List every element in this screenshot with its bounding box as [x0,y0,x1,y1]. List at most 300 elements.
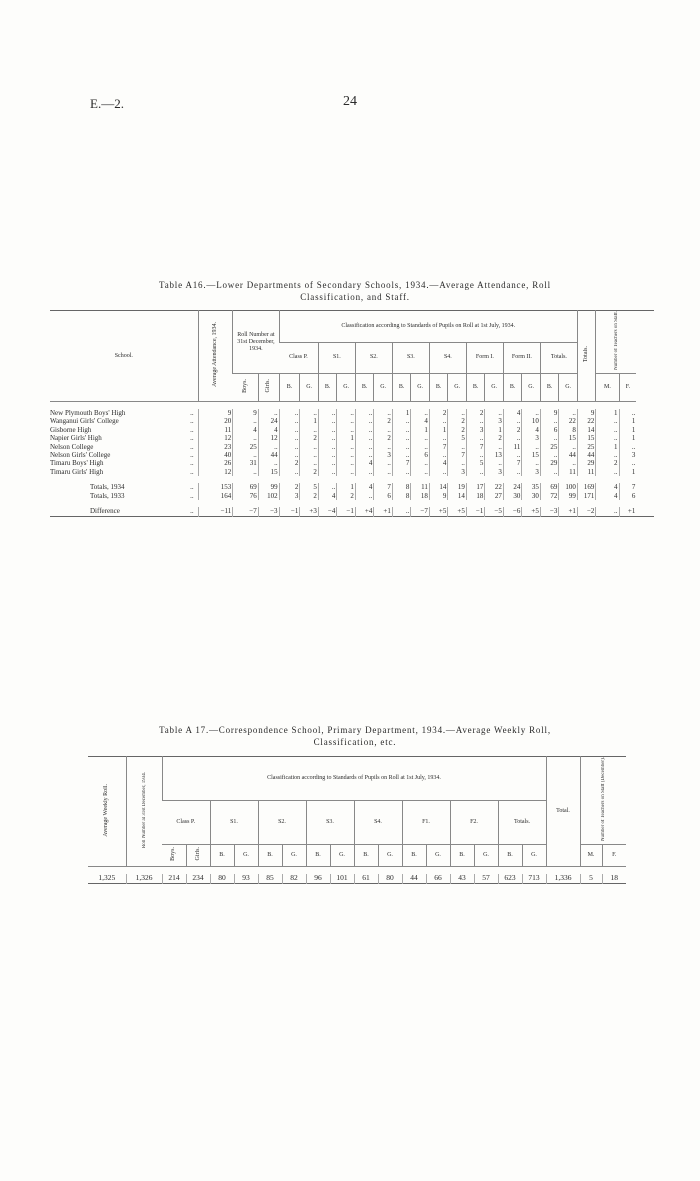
table-cell: 102 [258,492,279,500]
school-name: Napier Girls' High .. [50,434,194,443]
table-cell: 69 [540,483,559,491]
table-cell: 214 [162,874,186,883]
header-b: B. [318,374,337,402]
table16-title-line1: Table A16.—Lower Departments of Secondary Schools, 1934.—Average Attendance, Roll [159,280,551,290]
table-cell: 4 [596,492,619,500]
table-cell: 2 [279,483,300,491]
table-cell: .. [355,468,374,476]
leader-dots: .. [190,409,194,418]
table-cell: .. [337,409,356,417]
table-cell: 15 [522,451,541,459]
table-cell: 11 [577,468,596,476]
table-cell: 9 [233,409,258,417]
table-cell: .. [318,443,337,451]
table-cell: 1 [337,483,356,491]
table-cell: 2 [300,434,319,442]
table-cell: 2 [279,459,300,467]
table-cell: +5 [429,507,448,516]
table-cell: 23 [198,443,233,451]
header-class-p: Class P. [162,801,210,845]
table-cell: .. [392,434,411,442]
table-cell: .. [466,417,485,425]
table-cell: 44 [258,451,279,459]
header-s4: S4. [429,342,466,374]
table-cell: 1,326 [126,874,162,883]
header-teachers: Number of Teachers on Staff (December). [580,757,626,845]
school-name: Totals, 1933 .. [90,491,194,500]
section-code: E.—2. [90,96,124,111]
header-g: G. [426,845,450,867]
table-cell: .. [337,459,356,467]
table-cell: 1 [619,417,636,425]
table-cell: .. [411,434,430,442]
header-roll-number: Roll Number at 31st December, 1934. [126,757,162,867]
table17 [88,756,626,891]
table-cell: .. [374,443,393,451]
table16 [50,310,654,524]
table-cell: 7 [429,443,448,451]
leader-dots: .. [190,507,194,516]
table-cell: 44 [402,874,426,883]
header-teachers: Number of Teachers on Staff. [596,311,636,374]
table-cell: 9 [429,492,448,500]
header-total: Total. [546,757,580,867]
table-cell: 11 [411,483,430,491]
table-cell: 24 [258,417,279,425]
header-b: B. [355,374,374,402]
table-cell: .. [233,417,258,425]
table-cell: −6 [503,507,522,516]
header-g: G. [300,374,319,402]
table-row [50,443,654,451]
table-row [50,451,654,459]
header-girls: Girls. [186,845,210,867]
table-cell: .. [374,409,393,417]
header-boys: Boys. [162,845,186,867]
table-cell: .. [448,409,467,417]
table-cell: .. [466,434,485,442]
table-cell: .. [392,417,411,425]
school-name: New Plymouth Boys' High .. [50,409,194,418]
table-cell: .. [258,409,279,417]
table-cell: .. [596,468,619,476]
table-cell: 25 [233,443,258,451]
header-b: B. [498,845,522,867]
table-cell: .. [258,443,279,451]
table-cell: .. [559,409,578,417]
header-s4: S4. [354,801,402,845]
table-cell: 3 [279,492,300,500]
header-g: G. [282,845,306,867]
table-cell: 1 [619,434,636,442]
table17-title-line1: Table A 17.—Correspondence School, Primary Department, 1934.—Average Weekly Roll, [159,725,551,735]
table-cell: −5 [485,507,504,516]
table-cell: .. [279,443,300,451]
table-cell: 12 [258,434,279,442]
table-cell: .. [503,468,522,476]
leader-dots: .. [190,442,194,451]
table-cell: 80 [210,874,234,883]
header-avg-weekly-roll: Average Weekly Roll. [88,757,126,867]
table-cell: .. [596,426,619,434]
table-cell: 3 [522,434,541,442]
leader-dots: .. [190,459,194,468]
table16-title-line2: Classification, and Staff. [300,292,410,302]
table-cell: .. [392,426,411,434]
table-cell: 3 [485,417,504,425]
leader-dots: .. [190,467,194,476]
table-row [50,468,654,476]
table-cell: −1 [337,507,356,516]
table-cell: .. [540,451,559,459]
table-cell: 164 [198,492,233,500]
table-cell: −1 [466,507,485,516]
table-cell: 14 [429,483,448,491]
table-cell: .. [355,417,374,425]
table-cell: .. [411,468,430,476]
table-cell: .. [503,417,522,425]
table-cell: 3 [485,468,504,476]
table-cell: 2 [300,468,319,476]
table-cell: 93 [234,874,258,883]
leader-dots: .. [190,425,194,434]
table-cell: 4 [355,459,374,467]
header-b: B. [210,845,234,867]
table-cell: 61 [354,874,378,883]
header-b: B. [503,374,522,402]
table-cell: .. [355,443,374,451]
table-cell: 3 [522,468,541,476]
table-cell: 171 [577,492,596,500]
table-cell: 2 [448,426,467,434]
header-g: G. [374,374,393,402]
table-cell: .. [522,459,541,467]
header-b: B. [392,374,411,402]
table-cell: .. [233,451,258,459]
header-g: G. [559,374,578,402]
table-cell: 4 [429,459,448,467]
table-cell: 9 [577,409,596,417]
table-cell: .. [374,459,393,467]
table-cell: 13 [485,451,504,459]
table-cell: 11 [198,426,233,434]
table-cell: −7 [411,507,430,516]
table-cell: .. [279,417,300,425]
table-cell: .. [392,468,411,476]
header-b: B. [450,845,474,867]
table-cell: .. [300,443,319,451]
table-cell: .. [503,434,522,442]
table-cell: 15 [577,434,596,442]
header-g: G. [330,845,354,867]
table-cell: −11 [198,507,233,516]
table-cell: +1 [374,507,393,516]
table-row [50,417,654,425]
table-cell: −1 [279,507,300,516]
table-cell: 1 [429,426,448,434]
table-cell: 15 [559,434,578,442]
table-cell: .. [300,459,319,467]
table-cell: 2 [466,409,485,417]
header-avg-attendance: Average Attendance, 1934. [198,311,233,402]
table-cell: .. [279,468,300,476]
header-b: B. [466,374,485,402]
table-cell: .. [318,426,337,434]
table-cell: 18 [411,492,430,500]
table-cell: .. [279,426,300,434]
table-cell: 7 [466,443,485,451]
difference-row [50,507,654,516]
table-row [50,459,654,467]
table-cell: .. [429,468,448,476]
table-cell: .. [429,451,448,459]
table-cell: +1 [619,507,636,516]
table-cell: 1 [300,417,319,425]
table-cell: 6 [540,426,559,434]
header-school: School. [50,311,198,402]
table-cell: 9 [540,409,559,417]
table-cell: 57 [474,874,498,883]
table-cell: 1 [619,468,636,476]
table-cell: 18 [602,874,626,883]
table-cell: +5 [448,507,467,516]
header-g: G. [234,845,258,867]
table-cell: 66 [426,874,450,883]
table-cell: 2 [374,434,393,442]
table-cell: +4 [355,507,374,516]
table-cell: 8 [392,483,411,491]
totals-row [50,483,654,491]
school-name: Gisborne High .. [50,425,194,434]
table-cell: .. [233,434,258,442]
table-cell: 5 [300,483,319,491]
header-b: B. [402,845,426,867]
header-class-p: Class P. [279,342,318,374]
table-cell: 6 [619,492,636,500]
table-cell: .. [522,443,541,451]
header-g: G. [378,845,402,867]
table-cell: 2 [485,434,504,442]
table-cell: +3 [300,507,319,516]
table-cell: 22 [577,417,596,425]
leader-dots: .. [190,434,194,443]
table-cell: .. [596,434,619,442]
table-cell: 5 [448,434,467,442]
table-cell: .. [337,451,356,459]
table-cell: 44 [559,451,578,459]
table-row [50,426,654,434]
table-row [50,434,654,442]
table-cell: −3 [540,507,559,516]
table-cell: .. [258,459,279,467]
header-form2: Form II. [503,342,540,374]
table-cell: .. [337,426,356,434]
table-cell: 3 [466,426,485,434]
header-b: B. [540,374,559,402]
header-f1: F1. [402,801,450,845]
table-cell: .. [300,451,319,459]
table-cell: .. [374,468,393,476]
table-cell: .. [392,507,411,516]
table-cell: 4 [355,483,374,491]
table-cell: 19 [448,483,467,491]
table-cell: 9 [198,409,233,417]
header-s3: S3. [306,801,354,845]
table-cell: .. [485,443,504,451]
table-cell: 44 [577,451,596,459]
table-cell: 40 [198,451,233,459]
table-cell: 82 [282,874,306,883]
table-cell: 76 [233,492,258,500]
table-cell: .. [318,483,337,491]
table-cell: 4 [503,409,522,417]
table-cell: .. [374,426,393,434]
table-cell: 100 [559,483,578,491]
header-totals-group: Totals. [540,342,577,374]
table-cell: 3 [619,451,636,459]
table-cell: .. [559,443,578,451]
table-cell: 4 [596,483,619,491]
table-cell: 8 [392,492,411,500]
table-cell: .. [619,409,636,417]
table-cell: 3 [448,468,467,476]
header-classification: Classification according to Standards of Pupils on Roll at 1st July, 1934. [279,311,577,343]
table-cell: 30 [522,492,541,500]
table-cell: .. [392,443,411,451]
school-name: Totals, 1934 .. [90,483,194,492]
table-cell: 2 [374,417,393,425]
table-cell: .. [337,443,356,451]
table-cell: +5 [522,507,541,516]
table-cell: 15 [258,468,279,476]
table-cell: .. [448,443,467,451]
table-row [88,874,626,883]
table-cell: 6 [411,451,430,459]
table-cell: 101 [330,874,354,883]
header-s2: S2. [355,342,392,374]
table-cell: .. [337,417,356,425]
header-f: F. [619,374,636,402]
header-b: B. [279,374,300,402]
table-cell: .. [540,468,559,476]
table-cell: 29 [577,459,596,467]
leader-dots: .. [190,491,194,500]
header-b: B. [429,374,448,402]
table-cell: .. [300,426,319,434]
table-cell: 10 [522,417,541,425]
table-cell: 2 [300,492,319,500]
table-cell: .. [355,451,374,459]
table-cell: 5 [466,459,485,467]
header-f2: F2. [450,801,498,845]
header-b: B. [306,845,330,867]
table-cell: .. [596,451,619,459]
table-cell: 7 [503,459,522,467]
header-s1: S1. [210,801,258,845]
table-cell: .. [411,409,430,417]
table-cell: 85 [258,874,282,883]
table-cell: .. [355,426,374,434]
table16-body [50,402,654,524]
header-s2: S2. [258,801,306,845]
table-cell: 30 [503,492,522,500]
school-name: Nelson Girls' College .. [50,451,194,460]
table-cell: .. [355,409,374,417]
header-roll-number: Roll Number at 31st December, 1934. [233,311,279,374]
school-name: Wanganui Girls' College .. [50,417,194,426]
table-cell: .. [429,434,448,442]
totals-row [50,492,654,500]
table-cell: 7 [392,459,411,467]
header-s1: S1. [318,342,355,374]
table-cell: 96 [306,874,330,883]
table-cell: 14 [577,426,596,434]
leader-dots: .. [190,417,194,426]
table-cell: 1 [337,434,356,442]
table-cell: .. [355,492,374,500]
table-cell: 31 [233,459,258,467]
table-cell: 22 [559,417,578,425]
header-g: G. [474,845,498,867]
table-cell: .. [279,434,300,442]
header-totals: Totals. [577,311,596,402]
table16-title [60,279,650,303]
header-m: M. [596,374,619,402]
table-cell: .. [300,409,319,417]
table-cell: 22 [485,483,504,491]
table-cell: 4 [522,426,541,434]
table-cell: .. [485,409,504,417]
table-cell: .. [559,459,578,467]
table-cell: 2 [429,409,448,417]
table-cell: 11 [559,468,578,476]
table-cell: 24 [503,483,522,491]
table-row [50,409,654,417]
table-cell: 27 [485,492,504,500]
table-cell: 1 [392,409,411,417]
table-cell: .. [318,451,337,459]
table-cell: 169 [577,483,596,491]
table-cell: 99 [559,492,578,500]
table-cell: 153 [198,483,233,491]
table-cell: 80 [378,874,402,883]
header-s3: S3. [392,342,429,374]
table-cell: 234 [186,874,210,883]
table-cell: 72 [540,492,559,500]
table-cell: 1,336 [546,874,580,883]
table-cell: 2 [337,492,356,500]
table-cell: 1 [411,426,430,434]
table-cell: .. [619,459,636,467]
table-cell: 4 [318,492,337,500]
table-cell: 43 [450,874,474,883]
table-cell: .. [540,417,559,425]
header-f: F. [602,845,626,867]
table-cell: 2 [596,459,619,467]
header-girls: Girls. [258,374,279,402]
table-cell: 4 [258,426,279,434]
table-cell: 69 [233,483,258,491]
table-cell: .. [540,434,559,442]
table-cell: 7 [448,451,467,459]
table-cell: 12 [198,434,233,442]
header-g: G. [522,845,546,867]
table-cell: 713 [522,874,546,883]
table-cell: .. [233,468,258,476]
table-cell: .. [448,459,467,467]
table-cell: .. [392,451,411,459]
table-cell: .. [337,468,356,476]
